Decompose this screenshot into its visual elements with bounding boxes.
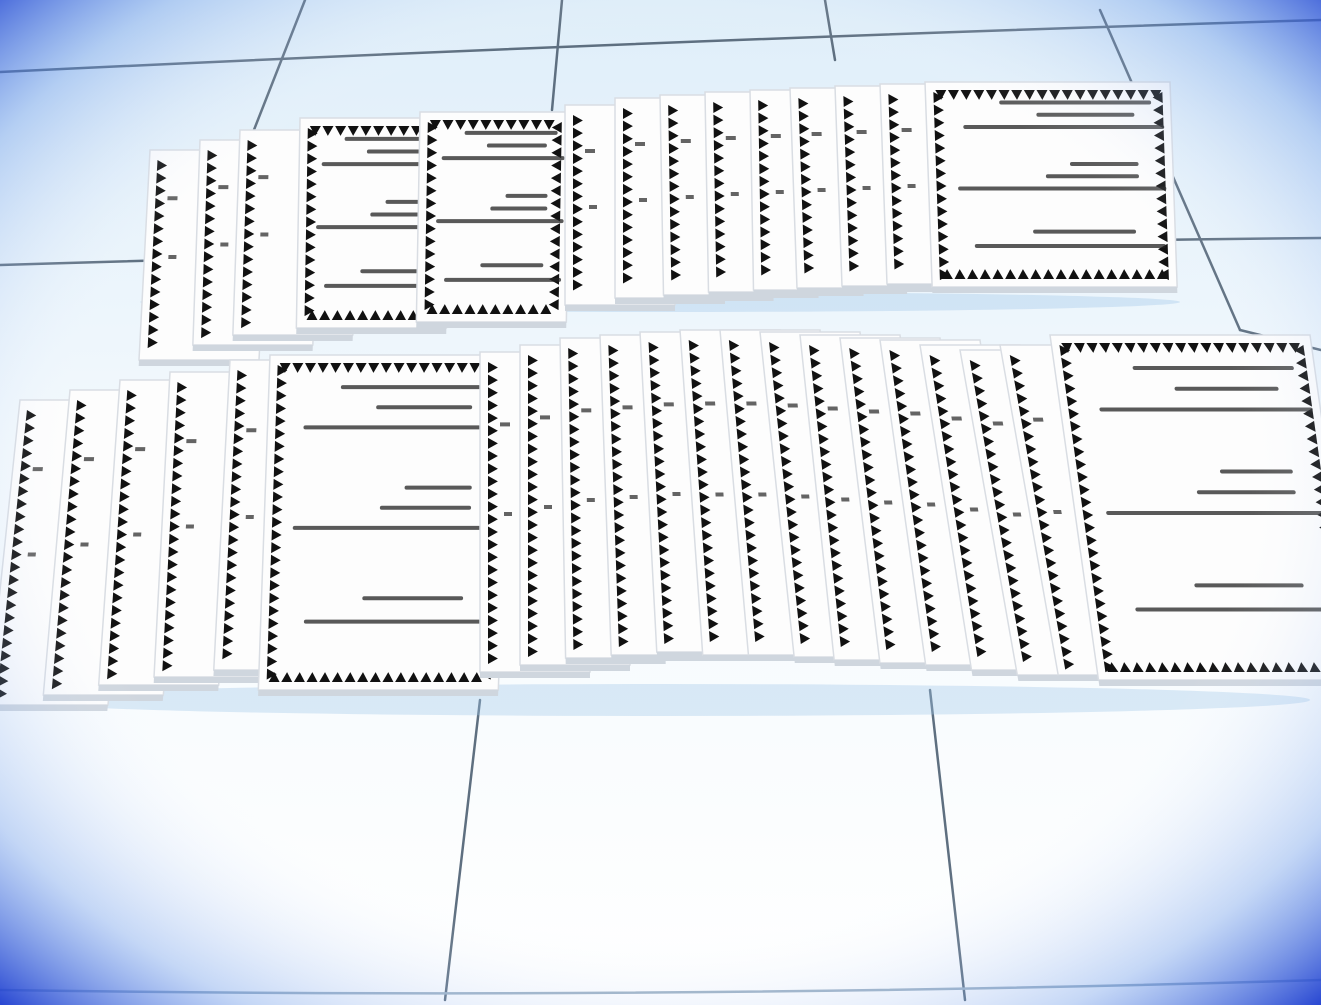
photo-scene [0,0,1321,1005]
blue-vignette [0,0,1321,1005]
photo-canvas [0,0,1321,1005]
